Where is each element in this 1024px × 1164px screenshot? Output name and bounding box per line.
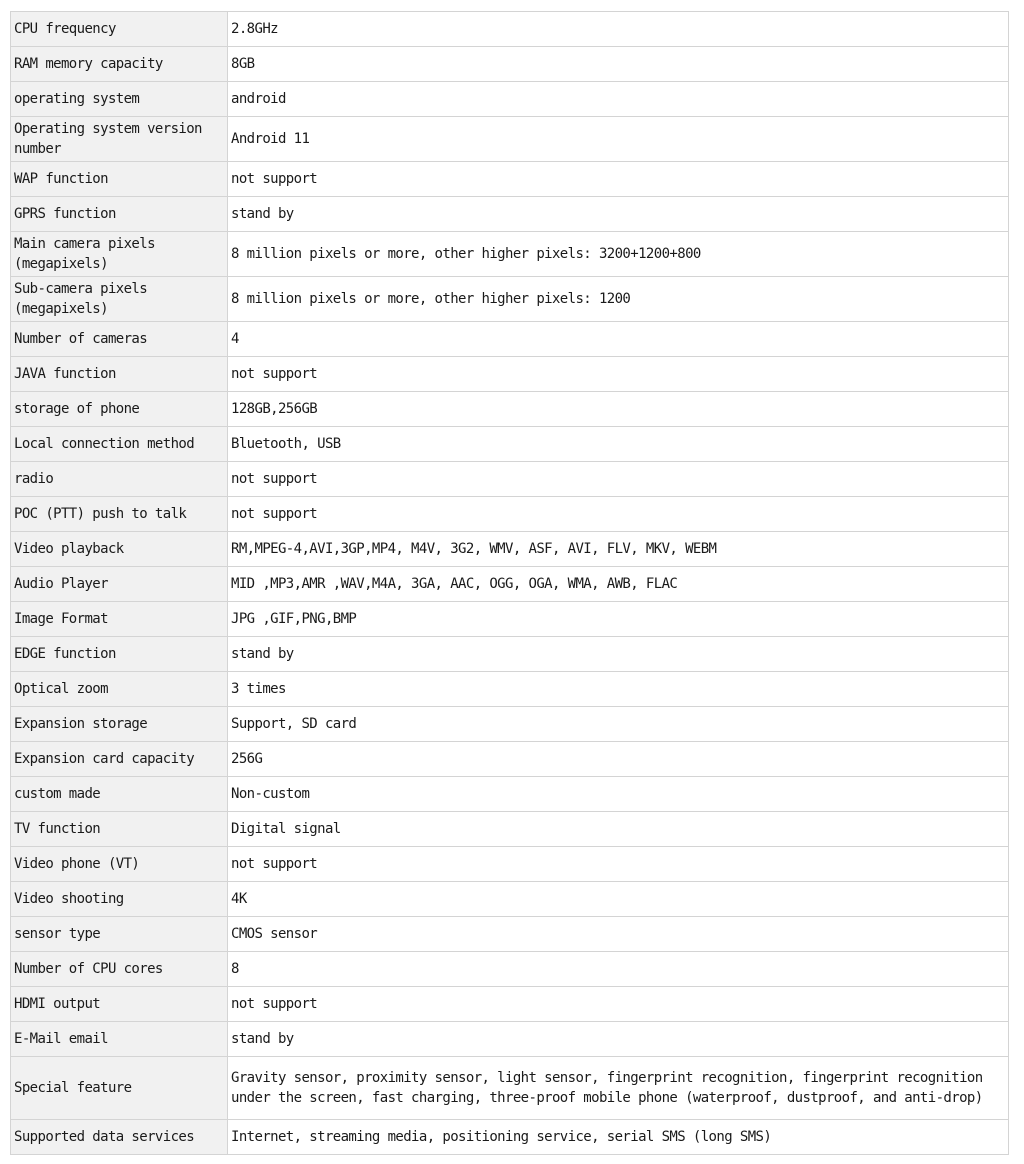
spec-row [11,162,1009,197]
spec-label: POC (PTT) push to talk [11,497,228,532]
spec-label: CPU frequency [11,12,228,47]
spec-row [11,1057,1009,1120]
spec-table [10,11,1009,1155]
spec-label: WAP function [11,162,228,197]
spec-value: Bluetooth, USB [228,427,1009,462]
spec-value: CMOS sensor [228,917,1009,952]
spec-row [11,462,1009,497]
spec-label: radio [11,462,228,497]
spec-label: Special feature [11,1057,228,1120]
spec-value: Non-custom [228,777,1009,812]
spec-label: Image Format [11,602,228,637]
spec-row [11,602,1009,637]
spec-row [11,322,1009,357]
spec-label: sensor type [11,917,228,952]
spec-row [11,232,1009,277]
spec-row [11,812,1009,847]
spec-value: 8 [228,952,1009,987]
spec-label: E-Mail email [11,1022,228,1057]
spec-value: stand by [228,197,1009,232]
spec-label: Number of CPU cores [11,952,228,987]
spec-value: JPG ,GIF,PNG,BMP [228,602,1009,637]
spec-label: Sub-camera pixels (megapixels) [11,277,228,322]
spec-label: Expansion card capacity [11,742,228,777]
spec-label: custom made [11,777,228,812]
spec-row [11,117,1009,162]
spec-value: Support, SD card [228,707,1009,742]
spec-value: stand by [228,637,1009,672]
spec-value: RM,MPEG-4,AVI,3GP,MP4, M4V, 3G2, WMV, ASF, AVI, FLV, MKV, WEBM [228,532,1009,567]
spec-value: Android 11 [228,117,1009,162]
spec-label: operating system [11,82,228,117]
spec-label: HDMI output [11,987,228,1022]
spec-label: Expansion storage [11,707,228,742]
spec-row [11,952,1009,987]
spec-row [11,12,1009,47]
spec-label: Video shooting [11,882,228,917]
spec-value: 128GB,256GB [228,392,1009,427]
spec-row [11,277,1009,322]
spec-label: RAM memory capacity [11,47,228,82]
spec-label: EDGE function [11,637,228,672]
spec-value: Digital signal [228,812,1009,847]
spec-value: not support [228,847,1009,882]
spec-row [11,392,1009,427]
spec-label: Audio Player [11,567,228,602]
spec-value: not support [228,162,1009,197]
spec-value: not support [228,357,1009,392]
spec-value: not support [228,987,1009,1022]
spec-value: 2.8GHz [228,12,1009,47]
spec-label: Local connection method [11,427,228,462]
spec-label: Number of cameras [11,322,228,357]
spec-label: Video playback [11,532,228,567]
spec-row [11,847,1009,882]
spec-value: 8GB [228,47,1009,82]
spec-row [11,742,1009,777]
spec-row [11,707,1009,742]
spec-row [11,532,1009,567]
spec-label: Supported data services [11,1120,228,1155]
spec-row [11,777,1009,812]
spec-row [11,1022,1009,1057]
spec-value: 8 million pixels or more, other higher pixels: 1200 [228,277,1009,322]
spec-row [11,47,1009,82]
spec-value: Internet, streaming media, positioning service, serial SMS (long SMS) [228,1120,1009,1155]
spec-label: storage of phone [11,392,228,427]
spec-label: Optical zoom [11,672,228,707]
spec-row [11,82,1009,117]
spec-label: GPRS function [11,197,228,232]
spec-value: 3 times [228,672,1009,707]
spec-row [11,882,1009,917]
spec-row [11,1120,1009,1155]
spec-value: 8 million pixels or more, other higher pixels: 3200+1200+800 [228,232,1009,277]
spec-row [11,497,1009,532]
spec-value: not support [228,497,1009,532]
spec-label: Operating system version number [11,117,228,162]
spec-value: Gravity sensor, proximity sensor, light sensor, fingerprint recognition, fingerprint recognition under the screen, fast charging, three-proof mobile phone (waterproof, dustproof, and anti-drop) [228,1057,1009,1120]
spec-label: Video phone (VT) [11,847,228,882]
spec-value: 256G [228,742,1009,777]
spec-label: Main camera pixels (megapixels) [11,232,228,277]
spec-row [11,427,1009,462]
spec-value: stand by [228,1022,1009,1057]
spec-value: android [228,82,1009,117]
spec-label: JAVA function [11,357,228,392]
spec-row [11,917,1009,952]
spec-value: MID ,MP3,AMR ,WAV,M4A, 3GA, AAC, OGG, OGA, WMA, AWB, FLAC [228,567,1009,602]
spec-row [11,987,1009,1022]
spec-value: 4 [228,322,1009,357]
spec-row [11,567,1009,602]
spec-row [11,357,1009,392]
spec-row [11,637,1009,672]
spec-value: not support [228,462,1009,497]
spec-label: TV function [11,812,228,847]
spec-value: 4K [228,882,1009,917]
spec-row [11,197,1009,232]
spec-row [11,672,1009,707]
